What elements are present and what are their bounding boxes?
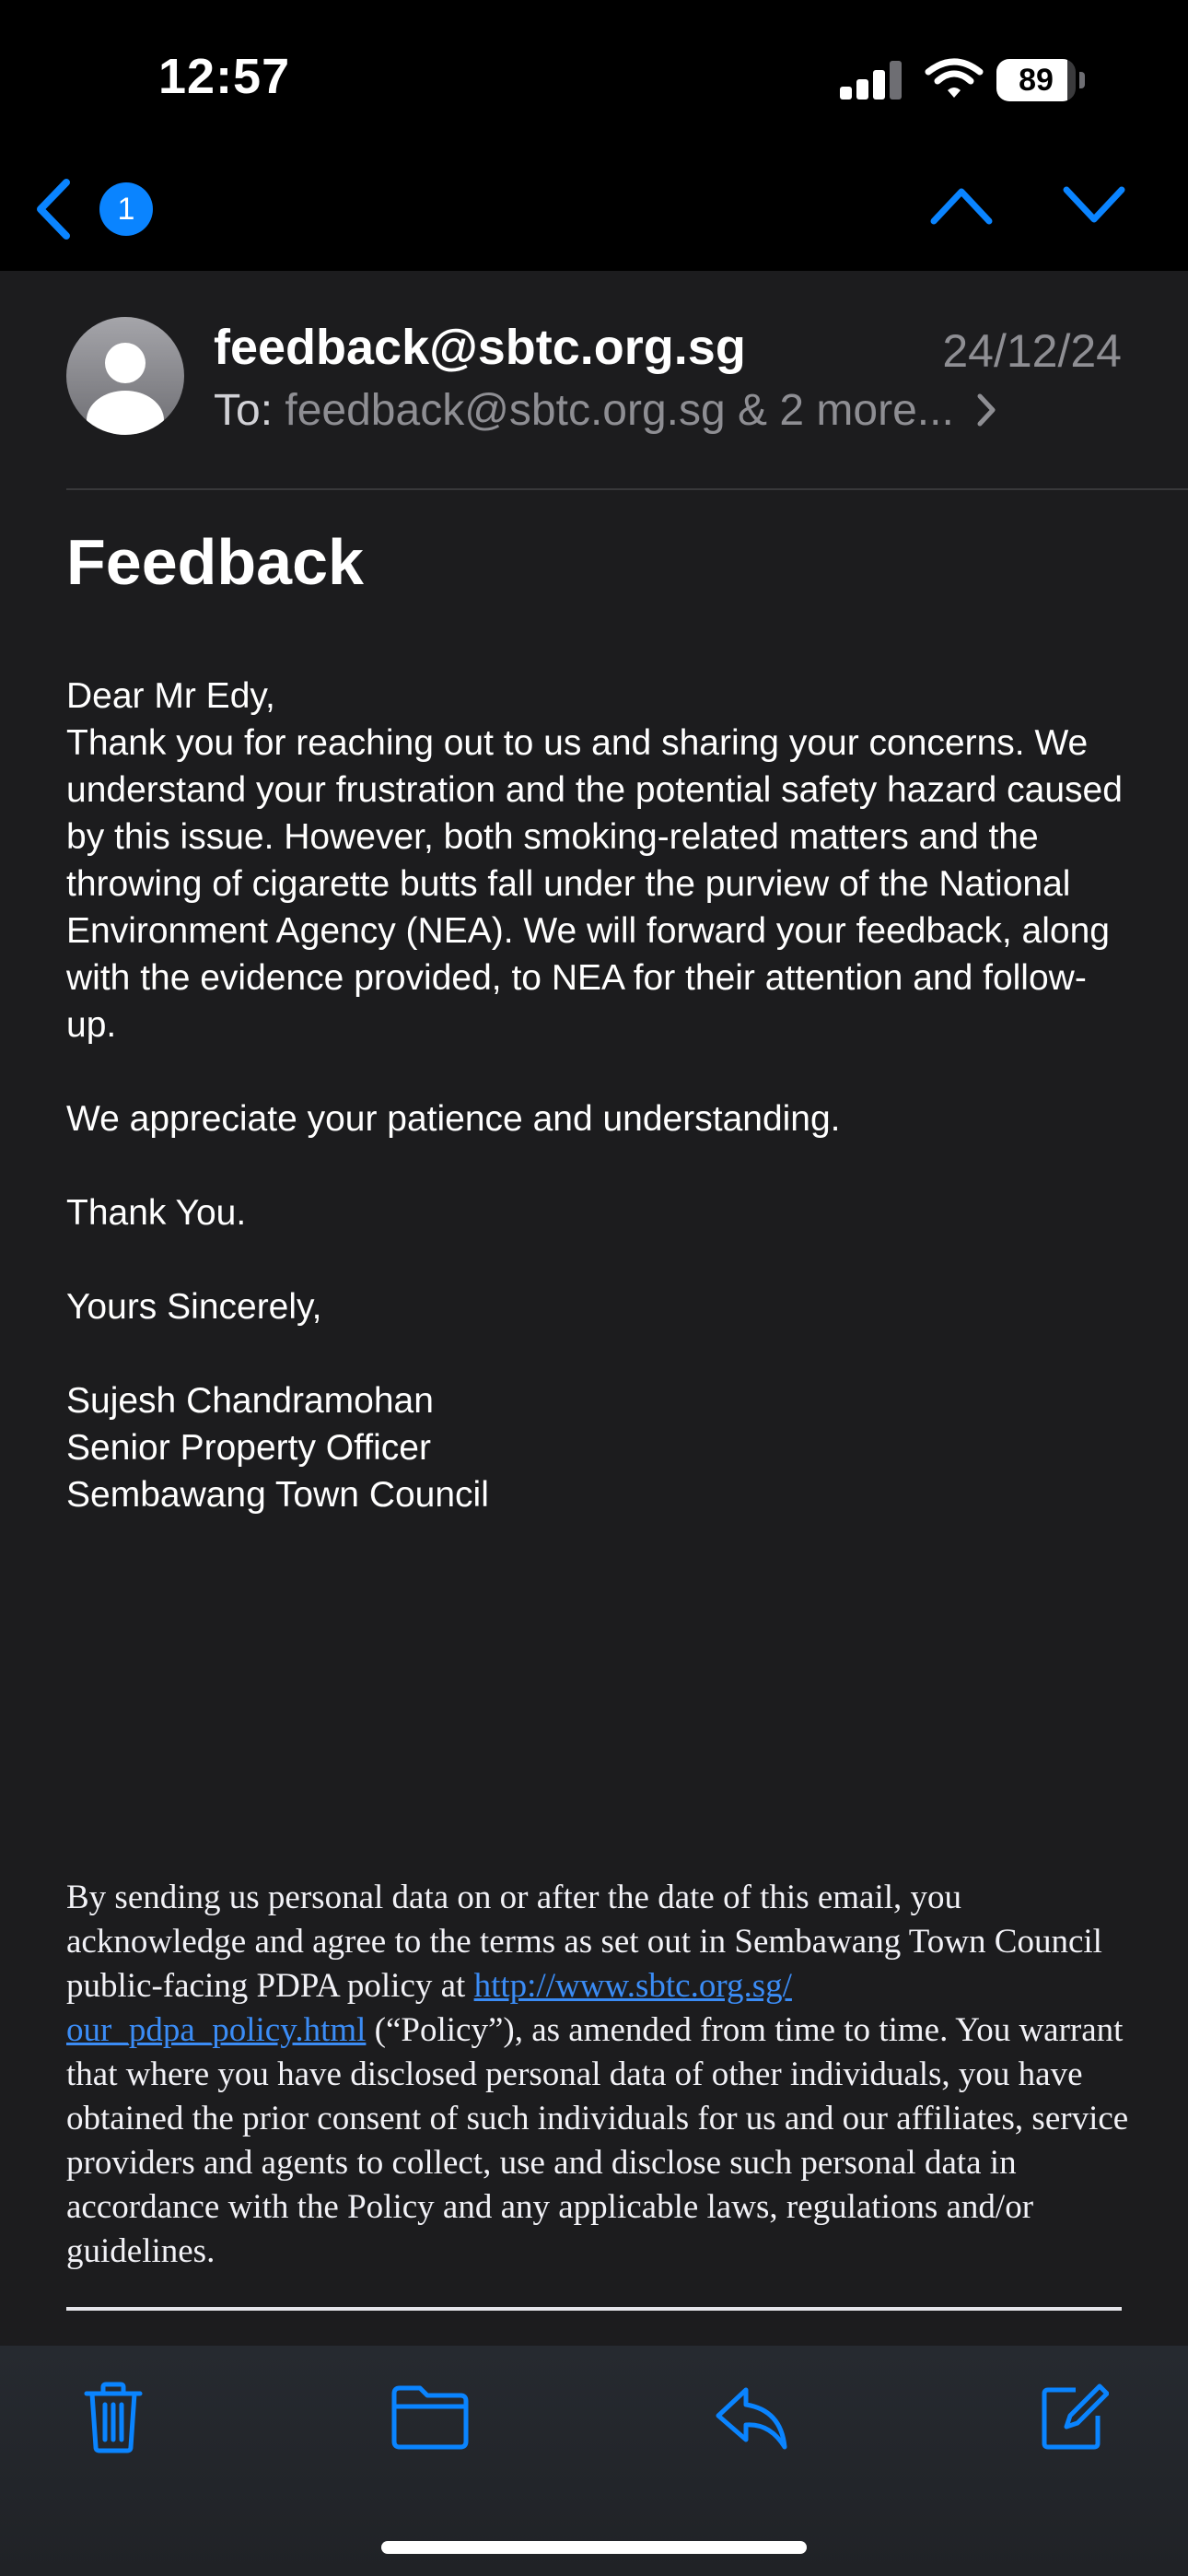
pdpa-disclaimer [66, 1876, 1135, 2274]
chevron-right-icon [975, 392, 997, 428]
compose-icon[interactable] [1039, 2381, 1109, 2454]
nav-bar [0, 162, 1188, 271]
email-subject: Feedback [66, 526, 364, 598]
back-chevron-icon[interactable] [33, 177, 74, 241]
closing-line: Yours Sincerely, [66, 1287, 322, 1327]
header-divider [66, 488, 1188, 490]
next-message-icon[interactable] [1061, 184, 1127, 227]
body-paragraph: We appreciate your patience and understanding. [66, 1099, 841, 1139]
greeting: Dear Mr Edy, [66, 676, 275, 716]
disclaimer-text: (“Policy”), as amended from time to time. You warrant that where you have disclosed personal data of other individuals, you have obtained the prior consent of such individuals for us and our affiliates, service providers and agents to collect, use and disclose such personal data in accordance with the Policy and any applicable laws, regulations and/or guidelines. [66, 2011, 1129, 2270]
sender-avatar[interactable] [66, 317, 184, 435]
to-label: To: [214, 386, 274, 435]
body-paragraph: Thank you for reaching out to us and sharing your concerns. We understand your frustration and the potential safety hazard caused by this issue. However, both smoking-related matters and the throwing of cigarette butts fall under the purview of the National Environment Agency (NEA). We will forward your feedback, along with the evidence provided, to NEA for their attention and follow-up. [66, 723, 1123, 1045]
thanks-line: Thank You. [66, 1193, 247, 1233]
disclaimer-text: By sending us personal data on or after the date of this email, you acknowledge and agree to the terms as set out in Sembawang Town Council public-facing PDPA policy at [66, 1879, 1102, 2005]
previous-message-icon[interactable] [928, 184, 995, 227]
unread-count-badge: 1 [99, 182, 153, 236]
status-time: 12:57 [158, 49, 291, 104]
wifi-icon [925, 57, 984, 100]
reply-icon[interactable] [713, 2381, 790, 2454]
battery-level: 89 [1019, 63, 1054, 98]
home-indicator[interactable] [381, 2541, 807, 2554]
recipients-list: feedback@sbtc.org.sg & 2 more... [285, 386, 954, 435]
signature-rule [66, 2307, 1122, 2311]
signature-name: Sujesh Chandramohan [66, 1381, 434, 1421]
email-date: 24/12/24 [942, 325, 1122, 377]
signature-org: Sembawang Town Council [66, 1475, 489, 1515]
folder-icon[interactable] [390, 2381, 470, 2454]
recipients-line[interactable] [214, 385, 997, 436]
trash-icon[interactable] [81, 2381, 146, 2454]
cellular-signal-icon [840, 61, 904, 100]
pdpa-policy-link[interactable]: http://www.sbtc.org.sg/ our_pdpa_policy.html [66, 1967, 792, 2049]
sender-address[interactable]: feedback@sbtc.org.sg [214, 320, 746, 375]
signature-title: Senior Property Officer [66, 1428, 431, 1468]
email-body [66, 673, 1135, 1518]
battery-icon [996, 59, 1089, 103]
